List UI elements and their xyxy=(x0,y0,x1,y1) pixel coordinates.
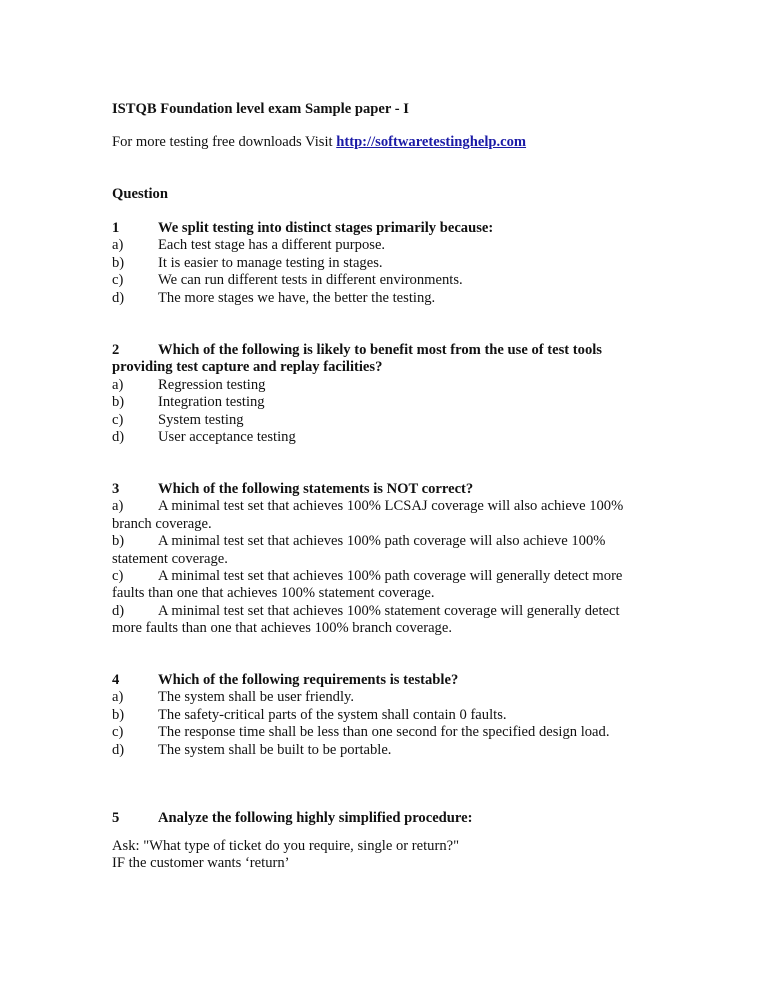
option-text: Each test stage has a different purpose. xyxy=(158,237,386,254)
question-number: 4 xyxy=(112,672,120,688)
option-label: c) xyxy=(112,411,124,428)
option-text: The system shall be built to be portable. xyxy=(158,741,392,758)
question-number: 2 xyxy=(112,342,120,358)
option-text-continued: more faults than one that achieves 100% branch coverage. xyxy=(112,620,452,637)
option-label: b) xyxy=(112,254,125,271)
option xyxy=(112,498,672,515)
option-label: d) xyxy=(112,428,125,445)
option-label: c) xyxy=(112,567,124,584)
question-4 xyxy=(112,672,672,759)
option-text: Integration testing xyxy=(158,394,265,411)
option-label: b) xyxy=(112,706,125,723)
question-text: Which of the following is likely to benefit most from the use of test tools xyxy=(158,342,602,358)
option-text: The more stages we have, the better the testing. xyxy=(158,289,436,306)
option-text: A minimal test set that achieves 100% path coverage will also achieve 100% xyxy=(158,533,606,550)
intro-text: For more testing free downloads Visit xyxy=(112,134,333,150)
option-text: System testing xyxy=(158,411,244,428)
question-text: Which of the following statements is NOT correct? xyxy=(158,481,474,497)
question-text: Analyze the following highly simplified procedure: xyxy=(158,810,473,826)
option-label: b) xyxy=(112,533,125,550)
question-number: 1 xyxy=(112,220,120,236)
option xyxy=(112,377,672,394)
question-3 xyxy=(112,481,672,638)
option-label: c) xyxy=(112,724,124,741)
question-text-line xyxy=(112,672,672,689)
question-text: providing test capture and replay facilities? xyxy=(112,359,383,376)
question-text-line xyxy=(112,342,672,359)
option-text: A minimal test set that achieves 100% path coverage will generally detect more xyxy=(158,567,623,584)
option xyxy=(112,290,672,307)
option-label: d) xyxy=(112,602,125,619)
question-1 xyxy=(112,220,672,307)
question-text: We split testing into distinct stages primarily because: xyxy=(158,220,494,236)
option-text: We can run different tests in different environments. xyxy=(158,272,463,289)
option-label: a) xyxy=(112,376,124,393)
option-text: The system shall be user friendly. xyxy=(158,689,355,706)
option xyxy=(112,272,672,289)
option xyxy=(112,394,672,411)
question-2 xyxy=(112,342,672,446)
option-text: User acceptance testing xyxy=(158,428,296,445)
question-text-line xyxy=(112,220,672,237)
procedure xyxy=(112,838,672,873)
option xyxy=(112,603,672,620)
page-title: ISTQB Foundation level exam Sample paper - I xyxy=(112,101,409,117)
option xyxy=(112,429,672,446)
option xyxy=(112,707,672,724)
procedure-line: Ask: "What type of ticket do you require, single or return?" xyxy=(112,838,460,854)
option-text: Regression testing xyxy=(158,376,266,393)
question-number: 5 xyxy=(112,810,120,826)
option xyxy=(112,237,672,254)
website-link[interactable]: http://softwaretestinghelp.com xyxy=(336,134,527,150)
section-heading: Question xyxy=(112,186,168,202)
option-label: a) xyxy=(112,498,124,515)
procedure-line: IF the customer wants ‘return’ xyxy=(112,855,290,872)
option-text: The response time shall be less than one second for the specified design load. xyxy=(158,724,610,741)
option-label: a) xyxy=(112,689,124,706)
option xyxy=(112,689,672,706)
option xyxy=(112,742,672,759)
option-text: The safety-critical parts of the system shall contain 0 faults. xyxy=(158,706,507,723)
option xyxy=(112,533,672,550)
question-text-line xyxy=(112,810,672,827)
question-number: 3 xyxy=(112,481,120,497)
option-text: A minimal test set that achieves 100% statement coverage will generally detect xyxy=(158,602,620,619)
question-text-line xyxy=(112,359,672,376)
question-5 xyxy=(112,810,672,827)
option xyxy=(112,412,672,429)
intro-line xyxy=(112,134,672,151)
option-label: b) xyxy=(112,394,125,411)
option-text: A minimal test set that achieves 100% LCSAJ coverage will also achieve 100% xyxy=(158,498,624,515)
option-text-continued: branch coverage. xyxy=(112,515,212,532)
option-label: d) xyxy=(112,741,125,758)
option-text: It is easier to manage testing in stages. xyxy=(158,254,383,271)
option-text-continued: faults than one that achieves 100% statement coverage. xyxy=(112,585,435,602)
option-label: a) xyxy=(112,237,124,254)
option xyxy=(112,724,672,741)
option-text-continued: statement coverage. xyxy=(112,550,228,567)
option xyxy=(112,255,672,272)
option xyxy=(112,568,672,585)
option-label: c) xyxy=(112,272,124,289)
option-label: d) xyxy=(112,289,125,306)
question-text-line xyxy=(112,481,672,498)
question-text: Which of the following requirements is testable? xyxy=(158,672,459,688)
